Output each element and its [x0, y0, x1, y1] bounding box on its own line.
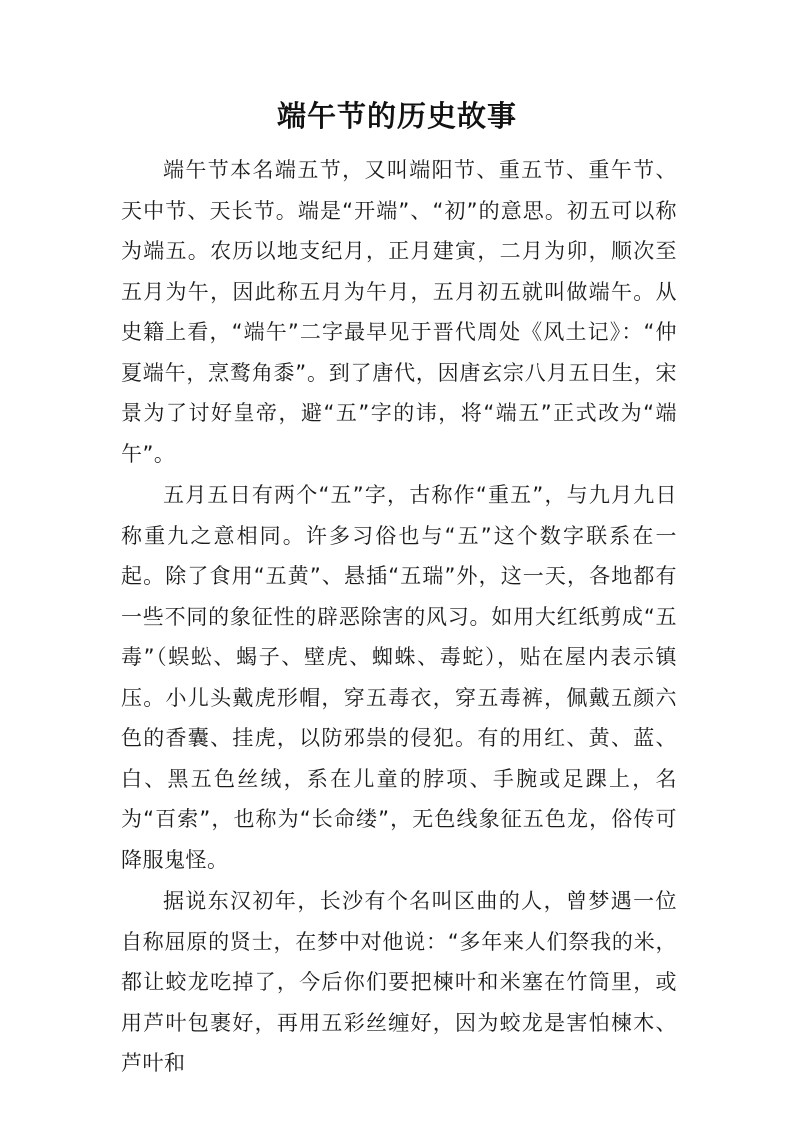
paragraph-3: 据说东汉初年，长沙有个名叫区曲的人，曾梦遇一位自称屈原的贤士，在梦中对他说：“多年来人们祭我的米，都让蛟龙吃掉了，今后你们要把楝叶和米塞在竹筒里，或用芦叶包裹好，再用五彩丝缠好，因为蛟龙是害怕楝木、芦叶和	[121, 889, 677, 1075]
document-body	[121, 150, 677, 1084]
paragraph-2: 五月五日有两个“五”字，古称作“重五”，与九月九日称重九之意相同。许多习俗也与“五”这个数字联系在一起。除了食用“五黄”、悬插“五瑞”外，这一天，各地都有一些不同的象征性的辟恶除害的风习。如用大红纸剪成“五毒”（蜈蚣、蝎子、壁虎、蜘蛛、毒蛇），贴在屋内表示镇压。小儿头戴虎形帽，穿五毒衣，穿五毒裤，佩戴五颜六色的香囊、挂虎，以防邪祟的侵犯。有的用红、黄、蓝、白、黑五色丝绒，系在儿童的脖项、手腕或足踝上，名为“百索”，也称为“长命缕”，无色线象征五色龙，俗传可降服鬼怪。	[121, 483, 677, 872]
document-title: 端午节的历史故事	[276, 99, 517, 133]
paragraph-1: 端午节本名端五节，又叫端阳节、重五节、重午节、天中节、天长节。端是“开端”、“初”的意思。初五可以称为端五。农历以地支纪月，正月建寅，二月为卯，顺次至五月为午，因此称五月为午月，五月初五就叫做端午。从史籍上看，“端午”二字最早见于晋代周处《风土记》：“仲夏端午，烹鹜角黍”。到了唐代，因唐玄宗八月五日生，宋景为了讨好皇帝，避“五”字的讳，将“端五”正式改为“端午”。	[121, 158, 677, 466]
